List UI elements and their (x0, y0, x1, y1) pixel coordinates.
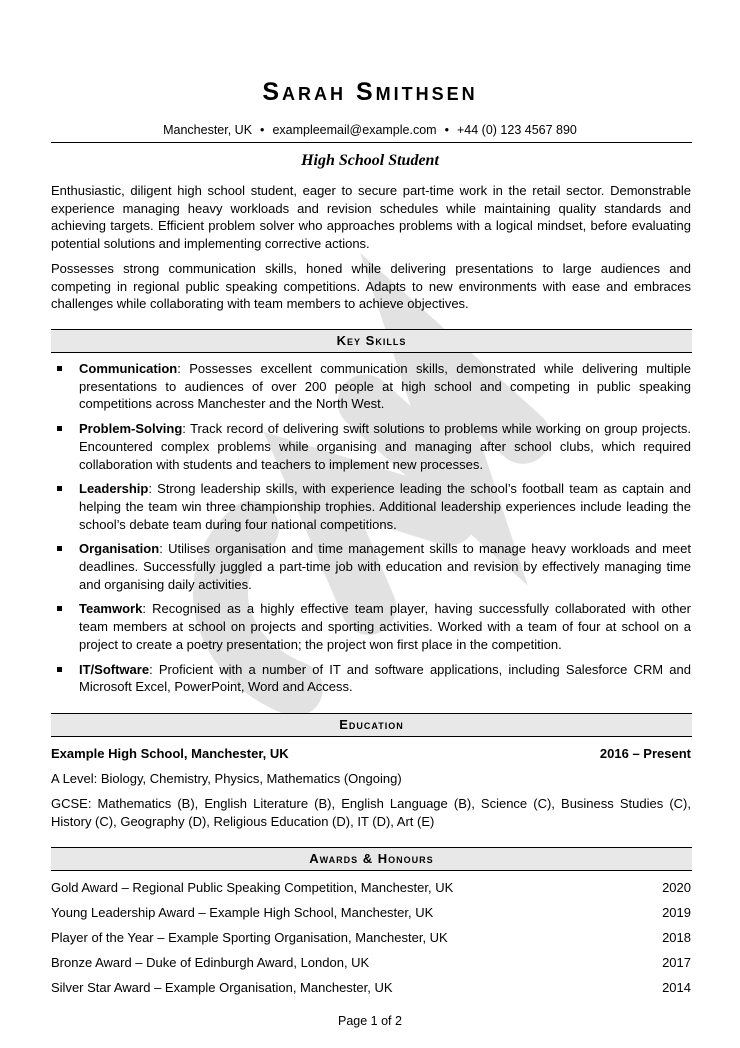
skill-item (51, 600, 691, 653)
skill-label: Leadership (79, 481, 149, 497)
award-row (51, 929, 691, 946)
award-row (51, 879, 691, 896)
section-heading-skills: Key Skills (51, 329, 692, 353)
skill-text: : Recognised as a highly effective team player, having successfully collaborated with other team members at school on projects and sporting activities. Worked with a team of four at school on a project to create a poetry presentation; the project won first place in the competition. (79, 601, 691, 652)
skill-item (51, 360, 691, 413)
award-year: 2020 (662, 880, 691, 895)
award-year: 2017 (662, 955, 691, 970)
skill-text: : Strong leadership skills, with experience leading the school’s football team as captain and helping the team win three championship trophies. Additional leadership experiences include leading the school’s debate team during four national competitions. (79, 481, 691, 532)
skills-list (51, 360, 691, 703)
skill-item (51, 661, 691, 696)
candidate-name: Sarah Smithsen (262, 78, 478, 106)
award-year: 2019 (662, 905, 691, 920)
location-text: Manchester, UK (163, 123, 253, 137)
separator-dot: • (444, 123, 449, 137)
resume-title: High School Student (301, 152, 439, 169)
contact-line (0, 123, 740, 137)
bullet-icon (57, 667, 62, 672)
skill-label: Teamwork (79, 601, 143, 617)
award-title: Gold Award – Regional Public Speaking Competition, Manchester, UK (51, 880, 454, 895)
award-title: Bronze Award – Duke of Edinburgh Award, London, UK (51, 955, 370, 970)
school-name: Example High School, Manchester, UK (51, 746, 289, 761)
award-title: Silver Star Award – Example Organisation, Manchester, UK (51, 980, 393, 995)
section-heading-education: Education (51, 713, 692, 737)
page-number: Page 1 of 2 (338, 1014, 402, 1028)
skill-text: : Track record of delivering swift solutions to problems while working on group projects. Encountered complex problems while organising and managing after school clubs, which required collaboration with students and teachers to implement new processes. (79, 421, 691, 472)
award-title: Player of the Year – Example Sporting Organisation, Manchester, UK (51, 930, 448, 945)
skill-text: : Proficient with a number of IT and software applications, including Salesforce CRM and Microsoft Excel, PowerPoint, Word and Access. (79, 661, 691, 695)
summary-paragraph: Enthusiastic, diligent high school student, eager to secure part-time work in the retail sector. Demonstrable experience managing heavy workloads and revision schedules while maintaining quality standards and achieving targets. Efficient problem solver who approaches problems with a logical mindset, before evaluating potential solutions and implementing corrective actions. (51, 183, 691, 251)
education-school-row (51, 745, 691, 763)
bullet-icon (57, 546, 62, 551)
bullet-icon (57, 486, 62, 491)
award-year: 2014 (662, 980, 691, 995)
skill-text: : Possesses excellent communication skills, demonstrated while delivering multiple presentations to audiences of over 200 people at high school and competing in public speaking competitions across Manchester and the North West. (79, 361, 691, 412)
gcse-line: GCSE: Mathematics (B), English Literature (B), English Language (B), Science (C), Business Studies (C), History (C), Geography (D), Religious Education (D), IT (D), Art (E) (51, 796, 691, 829)
award-row (51, 979, 691, 996)
skill-label: Organisation (79, 541, 160, 557)
skill-label: Problem-Solving (79, 421, 183, 437)
award-year: 2018 (662, 930, 691, 945)
bullet-icon (57, 606, 62, 611)
email-text[interactable]: exampleemail@example.com (272, 123, 437, 137)
skill-item (51, 540, 691, 593)
phone-text: +44 (0) 123 4567 890 (456, 123, 577, 137)
separator-dot: • (260, 123, 265, 137)
skill-item (51, 480, 691, 533)
skill-item (51, 420, 691, 473)
a-level-line: A Level: Biology, Chemistry, Physics, Mathematics (Ongoing) (51, 771, 402, 786)
education-dates: 2016 – Present (599, 746, 691, 761)
bullet-icon (57, 366, 62, 371)
summary-paragraph: Possesses strong communication skills, honed while delivering presentations to large audiences and competing in regional public speaking competitions. Adapts to new environments with ease and embraces challenges while collaborating with team members to achieve objectives. (51, 261, 691, 311)
award-row (51, 904, 691, 921)
skill-text: : Utilises organisation and time management skills to manage heavy workloads and meet deadlines. Successfully juggled a part-time job with education and revision by effectively managing time and organising daily activities. (79, 541, 691, 592)
skill-label: IT/Software (79, 661, 150, 677)
award-row (51, 954, 691, 971)
skill-label: Communication (79, 361, 178, 376)
section-heading-awards: Awards & Honours (51, 847, 692, 871)
header-divider (51, 142, 692, 143)
award-title: Young Leadership Award – Example High School, Manchester, UK (51, 905, 434, 920)
bullet-icon (57, 426, 62, 431)
